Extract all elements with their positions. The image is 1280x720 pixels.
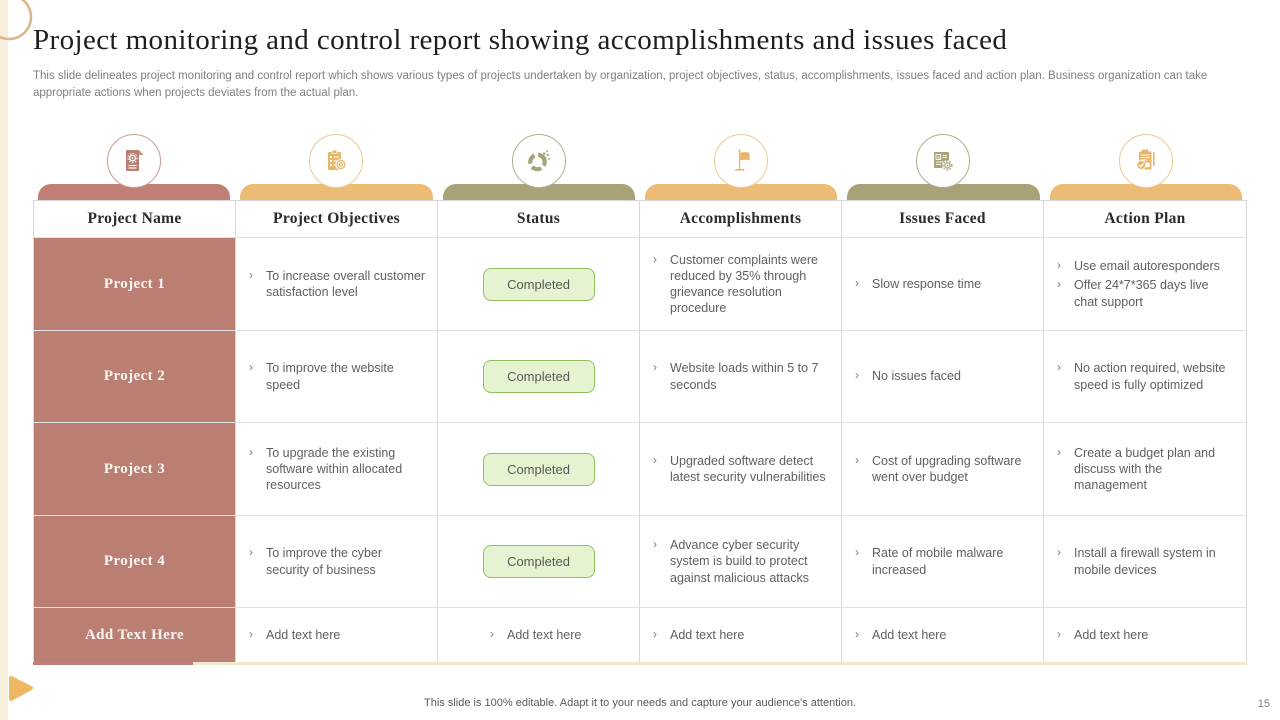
objectives-cell — [236, 516, 438, 608]
column-header: Action Plan — [1044, 201, 1246, 238]
status-cell — [438, 238, 640, 331]
project-name-cell: Add Text Here — [34, 608, 236, 662]
issues-cell — [842, 423, 1044, 516]
flag-icon — [714, 134, 768, 188]
accomplishment-text: Website loads within 5 to 7 seconds — [670, 361, 819, 392]
bullet-glyph: › — [249, 626, 253, 641]
status-badge: Completed — [483, 545, 595, 578]
column-icons-row — [33, 134, 1247, 188]
status-cell — [438, 331, 640, 423]
action-plan-cell — [1044, 331, 1246, 423]
progress-ring-icon — [512, 134, 566, 188]
page-subtitle: This slide delineates project monitoring and control report which shows various types of projects undertaken by organization, project objectives, status, accomplishments, issues faced and action plan. Business organization can take appropriate actions when projects deviates from the actual plan. — [33, 70, 1208, 100]
column-header: Accomplishments — [640, 201, 842, 238]
clipboard-target-icon — [309, 134, 363, 188]
bullet-glyph: › — [855, 545, 859, 560]
bullet-glyph: › — [1057, 545, 1061, 560]
bullet-glyph: › — [249, 360, 253, 375]
status-badge: Completed — [483, 453, 595, 486]
status-cell — [438, 608, 640, 662]
objective-text: To improve the website speed — [266, 361, 394, 392]
bullet-glyph: › — [1057, 258, 1061, 273]
column-header: Status — [438, 201, 640, 238]
checklist-thumbs-up-icon — [1119, 134, 1173, 188]
objectives-cell — [236, 238, 438, 331]
issue-text: Cost of upgrading software went over budget — [872, 453, 1022, 484]
placeholder-text: Add text here — [266, 627, 341, 642]
project-name-cell: Project 2 — [34, 331, 236, 423]
column-header: Project Objectives — [236, 201, 438, 238]
page-number: 15 — [1257, 698, 1270, 710]
bullet-glyph: › — [490, 626, 494, 641]
column-header: Project Name — [34, 201, 236, 238]
bullet-glyph: › — [249, 267, 253, 282]
action-plan-cell — [1044, 423, 1246, 516]
issues-cell — [842, 608, 1044, 662]
action-text: Create a budget plan and discuss with the management — [1074, 445, 1216, 493]
objective-text: To upgrade the existing software within allocated resources — [266, 445, 403, 493]
bullet-glyph: › — [855, 452, 859, 467]
accomplishment-text: Upgraded software detect latest security vulnerabilities — [670, 453, 826, 484]
placeholder-text: Add text here — [1074, 627, 1149, 642]
bullet-glyph: › — [249, 545, 253, 560]
accomplishments-cell — [640, 423, 842, 516]
column-header: Issues Faced — [842, 201, 1044, 238]
scroll-icon — [107, 134, 161, 188]
bullet-glyph: › — [653, 360, 657, 375]
issue-text: Slow response time — [872, 276, 982, 291]
bullet-glyph: › — [855, 275, 859, 290]
accomplishment-text: Advance cyber security system is build to protect against malicious attacks — [670, 538, 809, 585]
issue-text: No issues faced — [872, 369, 961, 384]
action-text: Offer 24*7*365 days live chat support — [1074, 278, 1209, 309]
report-gear-icon — [916, 134, 970, 188]
placeholder-text: Add text here — [670, 627, 745, 642]
issues-cell — [842, 238, 1044, 331]
action-plan-cell — [1044, 238, 1246, 331]
bullet-glyph: › — [653, 537, 657, 552]
bullet-glyph: › — [653, 626, 657, 641]
status-badge: Completed — [483, 360, 595, 393]
accomplishments-cell — [640, 238, 842, 331]
accomplishments-cell — [640, 608, 842, 662]
page-title: Project monitoring and control report showing accomplishments and issues faced — [33, 24, 1008, 56]
bullet-glyph: › — [249, 444, 253, 459]
action-text: No action required, website speed is fully optimized — [1074, 361, 1226, 392]
action-plan-cell — [1044, 516, 1246, 608]
placeholder-text: Add text here — [507, 627, 582, 642]
bullet-glyph: › — [653, 251, 657, 266]
project-name-cell: Project 1 — [34, 238, 236, 331]
project-name-cell: Project 4 — [34, 516, 236, 608]
project-name-cell: Project 3 — [34, 423, 236, 516]
bullet-glyph: › — [653, 452, 657, 467]
status-cell — [438, 423, 640, 516]
project-report-table — [33, 200, 1247, 662]
status-badge: Completed — [483, 268, 595, 301]
issues-cell — [842, 331, 1044, 423]
objectives-cell — [236, 608, 438, 662]
footer-note: This slide is 100% editable. Adapt it to your needs and capture your audience's attention. — [424, 697, 856, 709]
action-text: Use email autoresponders — [1074, 259, 1220, 274]
bullet-glyph: › — [855, 626, 859, 641]
issue-text: Rate of mobile malware increased — [872, 546, 1004, 577]
status-cell — [438, 516, 640, 608]
placeholder-text: Add text here — [872, 627, 947, 642]
accomplishments-cell — [640, 516, 842, 608]
objective-text: To increase overall customer satisfaction level — [266, 268, 426, 299]
left-accent-bar — [0, 0, 8, 720]
bullet-glyph: › — [1057, 360, 1061, 375]
bullet-glyph: › — [1057, 626, 1061, 641]
accomplishment-text: Customer complaints were reduced by 35% through grievance resolution procedure — [670, 252, 818, 316]
accomplishments-cell — [640, 331, 842, 423]
action-plan-cell — [1044, 608, 1246, 662]
issues-cell — [842, 516, 1044, 608]
bullet-glyph: › — [1057, 444, 1061, 459]
bullet-glyph: › — [855, 368, 859, 383]
objective-text: To improve the cyber security of business — [266, 546, 383, 577]
objectives-cell — [236, 423, 438, 516]
objectives-cell — [236, 331, 438, 423]
svg-text:$: $ — [937, 154, 940, 160]
action-text: Install a firewall system in mobile devices — [1074, 546, 1216, 577]
bullet-glyph: › — [1057, 277, 1061, 292]
